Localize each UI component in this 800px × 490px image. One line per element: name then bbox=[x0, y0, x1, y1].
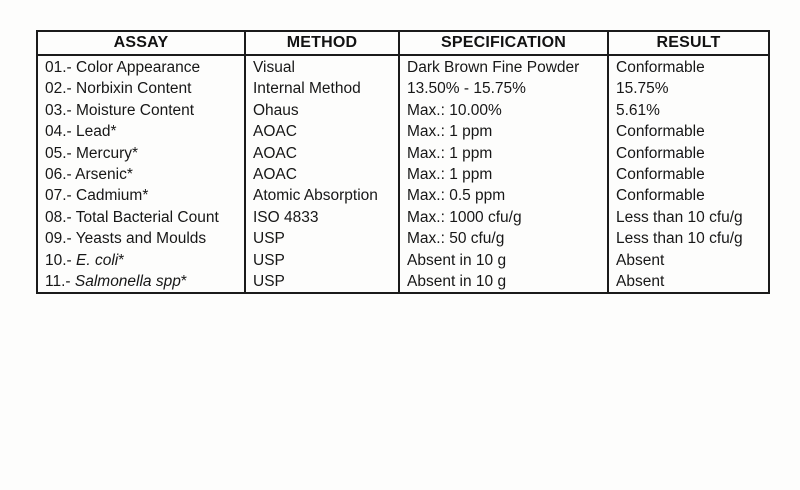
result-cell: Absent bbox=[608, 250, 769, 271]
assay-cell: 04.- Lead* bbox=[37, 121, 245, 142]
specification-cell: Absent in 10 g bbox=[399, 250, 608, 271]
assay-cell: 10.- E. coli* bbox=[37, 250, 245, 271]
assay-cell: 01.- Color Appearance bbox=[37, 55, 245, 78]
specification-cell: Max.: 10.00% bbox=[399, 100, 608, 121]
table-row bbox=[37, 100, 769, 121]
result-cell: 15.75% bbox=[608, 78, 769, 99]
assay-cell: 07.- Cadmium* bbox=[37, 185, 245, 206]
header-result: RESULT bbox=[608, 31, 769, 55]
table-row bbox=[37, 55, 769, 78]
method-cell: AOAC bbox=[245, 121, 399, 142]
method-cell: Ohaus bbox=[245, 100, 399, 121]
specification-cell: Absent in 10 g bbox=[399, 271, 608, 293]
method-cell: AOAC bbox=[245, 164, 399, 185]
assay-cell: 08.- Total Bacterial Count bbox=[37, 207, 245, 228]
table-row bbox=[37, 121, 769, 142]
table-row bbox=[37, 164, 769, 185]
table-row bbox=[37, 143, 769, 164]
specification-cell: Max.: 1 ppm bbox=[399, 121, 608, 142]
specification-cell: Max.: 50 cfu/g bbox=[399, 228, 608, 249]
method-cell: ISO 4833 bbox=[245, 207, 399, 228]
assay-cell: 02.- Norbixin Content bbox=[37, 78, 245, 99]
specification-cell: 13.50% - 15.75% bbox=[399, 78, 608, 99]
assay-cell: 05.- Mercury* bbox=[37, 143, 245, 164]
table-row bbox=[37, 228, 769, 249]
result-cell: Conformable bbox=[608, 185, 769, 206]
table-row bbox=[37, 185, 769, 206]
result-cell: Absent bbox=[608, 271, 769, 293]
method-cell: AOAC bbox=[245, 143, 399, 164]
table-header-row bbox=[37, 31, 769, 55]
assay-cell: 09.- Yeasts and Moulds bbox=[37, 228, 245, 249]
specification-cell: Max.: 1000 cfu/g bbox=[399, 207, 608, 228]
table-row bbox=[37, 207, 769, 228]
specification-cell: Max.: 1 ppm bbox=[399, 164, 608, 185]
result-cell: Less than 10 cfu/g bbox=[608, 207, 769, 228]
table-row bbox=[37, 271, 769, 293]
specification-cell: Dark Brown Fine Powder bbox=[399, 55, 608, 78]
assay-cell: 03.- Moisture Content bbox=[37, 100, 245, 121]
table-body bbox=[37, 55, 769, 293]
assay-cell: 06.- Arsenic* bbox=[37, 164, 245, 185]
table-row bbox=[37, 250, 769, 271]
method-cell: Internal Method bbox=[245, 78, 399, 99]
specification-cell: Max.: 0.5 ppm bbox=[399, 185, 608, 206]
header-method: METHOD bbox=[245, 31, 399, 55]
method-cell: Atomic Absorption bbox=[245, 185, 399, 206]
result-cell: Conformable bbox=[608, 55, 769, 78]
header-specification: SPECIFICATION bbox=[399, 31, 608, 55]
method-cell: USP bbox=[245, 271, 399, 293]
result-cell: 5.61% bbox=[608, 100, 769, 121]
specification-cell: Max.: 1 ppm bbox=[399, 143, 608, 164]
method-cell: USP bbox=[245, 250, 399, 271]
method-cell: Visual bbox=[245, 55, 399, 78]
table-row bbox=[37, 78, 769, 99]
certificate-of-analysis-table bbox=[36, 30, 770, 294]
result-cell: Conformable bbox=[608, 164, 769, 185]
method-cell: USP bbox=[245, 228, 399, 249]
assay-cell: 11.- Salmonella spp* bbox=[37, 271, 245, 293]
result-cell: Conformable bbox=[608, 143, 769, 164]
header-assay: ASSAY bbox=[37, 31, 245, 55]
result-cell: Conformable bbox=[608, 121, 769, 142]
result-cell: Less than 10 cfu/g bbox=[608, 228, 769, 249]
